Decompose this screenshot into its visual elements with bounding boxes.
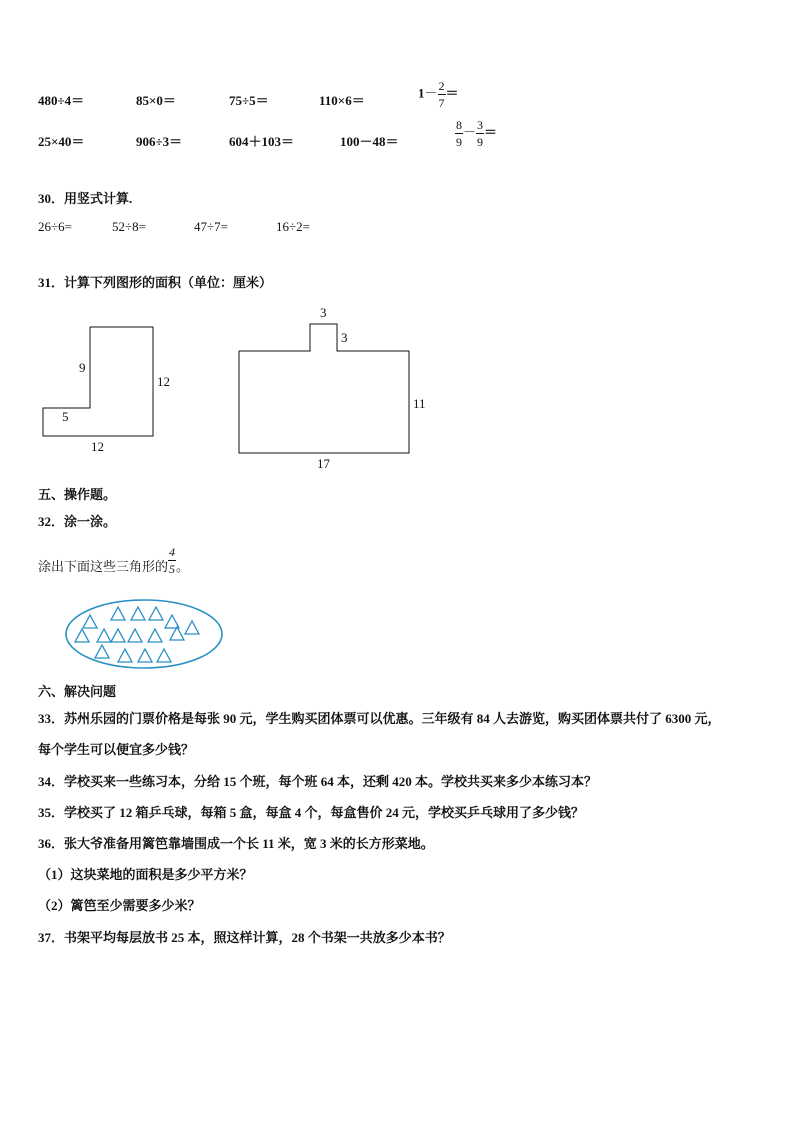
q32-triangles-figure xyxy=(60,596,230,676)
tab-shape-label-tab: 3 xyxy=(341,330,348,345)
calc-480-div-4: 480÷4＝ xyxy=(38,93,85,108)
q35-text: 35．学校买了 12 箱乒乓球，每箱 5 盒，每盒 4 个，每盒售价 24 元，学校买乒乓球用了多少钱？ xyxy=(38,805,585,820)
l-shape-outline xyxy=(43,327,153,436)
tab-shape-outline xyxy=(239,324,409,453)
calc-fraction-expr-2: $\frac{8}{9}$ － $\frac{3}{9}$ ＝ xyxy=(456,118,498,149)
calc-75-div-5: 75÷5＝ xyxy=(229,93,269,108)
l-shape-label-left: 9 xyxy=(79,360,86,375)
calc-100-minus-48: 100－48＝ xyxy=(340,134,399,149)
tab-shape-label-right: 11 xyxy=(413,396,426,411)
q30-item-1: 26÷6= xyxy=(38,219,72,234)
triangle xyxy=(148,629,162,642)
triangle xyxy=(95,645,109,658)
q33-line2: 每个学生可以便宜多少钱？ xyxy=(38,742,195,757)
q36-sub2: （2）篱笆至少需要多少米？ xyxy=(38,898,201,913)
triangle xyxy=(83,615,97,628)
q36-text: 36．张大爷准备用篱笆靠墙围成一个长 11 米，宽 3 米的长方形菜地。 xyxy=(38,836,434,851)
triangle xyxy=(128,629,142,642)
q34-text: 34．学校买来一些练习本，分给 15 个班，每个班 64 本，还剩 420 本。学校共买来多少本练习本？ xyxy=(38,774,598,789)
q32-title: 32．涂一涂。 xyxy=(38,514,117,529)
tab-shape-label-top: 3 xyxy=(320,305,327,320)
q32-text: 涂出下面这些三角形的 $\frac{4}{5}$ 。 xyxy=(38,545,190,576)
triangle xyxy=(170,627,184,640)
q36-sub1: （1）这块菜地的面积是多少平方米？ xyxy=(38,867,253,882)
l-shape-label-bottom: 12 xyxy=(91,439,104,454)
triangle xyxy=(97,629,111,642)
calc-604-plus-103: 604＋103＝ xyxy=(229,134,295,149)
q30-item-3: 47÷7= xyxy=(194,219,228,234)
q37-text: 37．书架平均每层放书 25 本，照这样计算，28 个书架一共放多少本书？ xyxy=(38,930,451,945)
calc-110-times-6: 110×6＝ xyxy=(319,93,365,108)
q31-figures xyxy=(0,290,460,480)
triangle xyxy=(149,607,163,620)
calc-85-times-0: 85×0＝ xyxy=(136,93,176,108)
l-shape-label-right: 12 xyxy=(157,374,170,389)
triangle xyxy=(131,607,145,620)
q33-line1: 33．苏州乐园的门票价格是每张 90 元，学生购买团体票可以优惠。三年级有 84 人去游览，购买团体票共付了 6300 元， xyxy=(38,711,721,726)
triangle xyxy=(75,629,89,642)
q30-item-4: 16÷2= xyxy=(276,219,310,234)
triangle xyxy=(185,621,199,634)
triangle xyxy=(118,649,132,662)
tab-shape-label-bottom: 17 xyxy=(317,456,330,471)
calc-906-div-3: 906÷3＝ xyxy=(136,134,183,149)
q30-item-2: 52÷8= xyxy=(112,219,146,234)
q30-title: 30．用竖式计算. xyxy=(38,191,133,206)
calc-fraction-expr-1: 1－ $\frac{2}{7}$ ＝ xyxy=(418,79,459,110)
triangle xyxy=(157,649,171,662)
l-shape-label-step: 5 xyxy=(62,409,69,424)
triangle xyxy=(111,607,125,620)
triangle xyxy=(138,649,152,662)
calc-25-times-40: 25×40＝ xyxy=(38,134,85,149)
section6-heading: 六、解决问题 xyxy=(38,684,117,699)
q31-title: 31．计算下列图形的面积（单位：厘米） xyxy=(38,275,273,290)
section5-heading: 五、操作题。 xyxy=(38,487,117,502)
triangle xyxy=(111,629,125,642)
